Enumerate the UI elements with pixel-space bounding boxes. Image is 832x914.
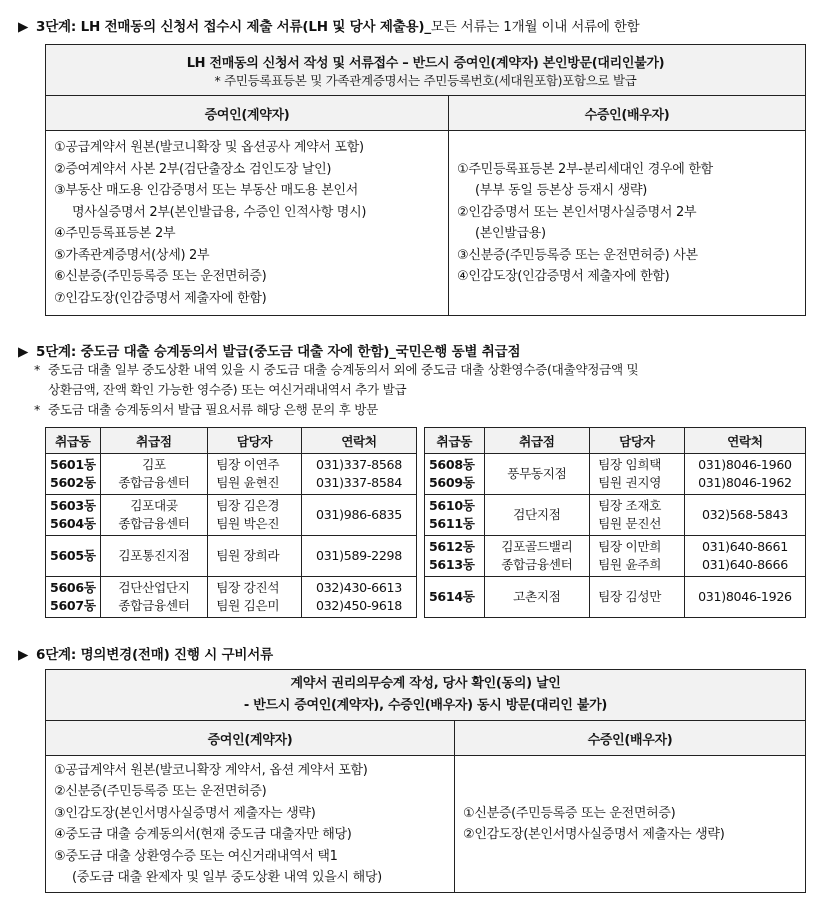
list-item: ④인감도장(인감증명서 제출자에 한함) bbox=[457, 269, 670, 284]
section5-notes bbox=[34, 360, 638, 420]
branch-table bbox=[45, 427, 806, 618]
section6-title: 6단계: 명의변경(전매) 진행 시 구비서류 bbox=[36, 647, 273, 663]
section3-banner bbox=[46, 45, 806, 96]
table-row: 5606동 5607동 검단산업단지 종합금융센터 팀장 강진석 팀원 김은미 032)430-6613 032)450-9618 5614동 고촌지점 팀장 김성만 031)8046-1926 bbox=[46, 577, 806, 618]
list-item: (본인발급용) bbox=[475, 226, 546, 241]
list-item: ①주민등록표등본 2부-분리세대인 경우에 한함 bbox=[457, 161, 713, 177]
table-row: 5603동 5604동 김포대곶 종합금융센터 팀장 김은경 팀원 박은진 031)986-6835 5610동 5611동 검단지점 팀장 조재호 팀원 문진선 032)568-5843 bbox=[46, 495, 806, 536]
list-item: ①공급계약서 원본(발코니확장 및 옵션공사 계약서 포함) bbox=[54, 140, 364, 155]
list-item: ⑥신분증(주민등록증 또는 운전면허증) bbox=[54, 269, 267, 284]
list-item: ①신분증(주민등록증 또는 운전면허증) bbox=[463, 805, 676, 821]
list-item: ④중도금 대출 승계동의서(현재 중도금 대출자만 해당) bbox=[54, 827, 352, 842]
list-item: ②증여계약서 사본 2부(검단출장소 검인도장 날인) bbox=[54, 161, 332, 177]
list-item: ③인감도장(본인서명사실증명서 제출자는 생략) bbox=[54, 805, 316, 821]
header-manager: 담당자 bbox=[590, 428, 685, 454]
section6-banner-line2: - 반드시 증여인(계약자), 수증인(배우자) 동시 방문(대리인 불가) bbox=[243, 698, 608, 713]
section5-title: 5단계: 중도금 대출 승계동의서 발급(중도금 대출 자에 한함)_국민은행 동별 취급점 bbox=[36, 344, 521, 360]
section3-left-list bbox=[46, 131, 449, 316]
section6-right-header: 수증인(배우자) bbox=[455, 721, 806, 756]
section3-right-list bbox=[449, 131, 806, 316]
list-item: ②인감도장(본인서명사실증명서 제출자는 생략) bbox=[463, 827, 725, 842]
section3-left-header: 증여인(계약자) bbox=[46, 96, 449, 131]
triangle-marker-icon: ▶ bbox=[18, 19, 29, 35]
list-item: 명사실증명서 2부(본인발급용, 수증인 인적사항 명시) bbox=[72, 204, 367, 220]
note-item: * 중도금 대출 일부 중도상환 내역 있을 시 중도금 대출 승계동의서 외에 중도금 대출 상환영수증(대출약정금액 및 bbox=[34, 360, 638, 380]
list-item: ②신분증(주민등록증 또는 운전면허증) bbox=[54, 784, 267, 799]
note-item: * 중도금 대출 승계동의서 발급 필요서류 해당 은행 문의 후 방문 bbox=[34, 400, 638, 420]
section6-banner bbox=[46, 670, 806, 721]
list-item: ⑦인감도장(인감증명서 제출자에 한함) bbox=[54, 290, 267, 306]
section6-banner-line1: 계약서 권리의무승계 작성, 당사 확인(동의) 날인 bbox=[290, 676, 561, 691]
section6-right-list bbox=[455, 756, 806, 893]
triangle-marker-icon: ▶ bbox=[18, 344, 29, 360]
section6-left-list bbox=[46, 756, 455, 893]
header-dong: 취급동 bbox=[424, 428, 484, 454]
section5-heading bbox=[18, 340, 520, 360]
section3-right-header: 수증인(배우자) bbox=[449, 96, 806, 131]
section6-document-table bbox=[45, 669, 806, 893]
list-item: ②인감증명서 또는 본인서명사실증명서 2부 bbox=[457, 204, 697, 220]
header-branch: 취급점 bbox=[100, 428, 207, 454]
section3-title: 3단계: LH 전매동의 신청서 접수시 제출 서류(LH 및 당사 제출용)_ bbox=[36, 19, 431, 35]
asterisk-icon: * bbox=[34, 362, 40, 377]
list-item: ③신분증(주민등록증 또는 운전면허증) 사본 bbox=[457, 247, 698, 263]
section6-left-header: 증여인(계약자) bbox=[46, 721, 455, 756]
section3-banner-sub: * 주민등록표등본 및 가족관계증명서는 주민등록번호(세대원포함)포함으로 발급 bbox=[214, 72, 637, 88]
section3-document-table bbox=[45, 44, 806, 316]
section6-heading bbox=[18, 643, 273, 663]
section3-title-note: 모든 서류는 1개월 이내 서류에 한함 bbox=[430, 19, 640, 35]
header-contact: 연락처 bbox=[301, 428, 416, 454]
section3-banner-title: LH 전매동의 신청서 작성 및 서류접수 – 반드시 증여인(계약자) 본인방문(대리인불가) bbox=[186, 55, 665, 71]
list-item: ⑤가족관계증명서(상세) 2부 bbox=[54, 247, 210, 263]
header-manager: 담당자 bbox=[208, 428, 302, 454]
branch-table-header bbox=[46, 428, 806, 454]
header-dong: 취급동 bbox=[46, 428, 101, 454]
list-item: ⑤중도금 대출 상환영수증 또는 여신거래내역서 택1 bbox=[54, 848, 338, 864]
header-branch: 취급점 bbox=[484, 428, 589, 454]
asterisk-icon: * bbox=[34, 402, 40, 417]
triangle-marker-icon: ▶ bbox=[18, 647, 29, 663]
list-item: (중도금 대출 완제자 및 일부 중도상환 내역 있을시 해당) bbox=[72, 870, 382, 885]
list-item: ①공급계약서 원본(발코니확장 계약서, 옵션 계약서 포함) bbox=[54, 762, 368, 778]
section3-heading bbox=[18, 15, 640, 35]
list-item: ④주민등록표등본 2부 bbox=[54, 226, 176, 241]
header-contact: 연락처 bbox=[684, 428, 805, 454]
table-row: 5605동 김포통진지점 팀원 장희라 031)589-2298 5612동 5613동 김포골드밸리 종합금융센터 팀장 이만희 팀원 윤주희 031)640-8661 031)640-8666 bbox=[46, 536, 806, 577]
table-row: 5601동 5602동 김포 종합금융센터 팀장 이연주 팀원 윤현진 031)337-8568 031)337-8584 5608동 5609동 풍무동지점 팀장 임희택 팀원 권지영 031)8046-1960 031)8046-1962 bbox=[46, 454, 806, 495]
list-item: ③부동산 매도용 인감증명서 또는 부동산 매도용 본인서 bbox=[54, 183, 359, 198]
list-item: (부부 동일 등본상 등재시 생략) bbox=[475, 183, 647, 198]
note-item: 상환금액, 잔액 확인 가능한 영수증) 또는 여신거래내역서 추가 발급 bbox=[48, 382, 407, 397]
